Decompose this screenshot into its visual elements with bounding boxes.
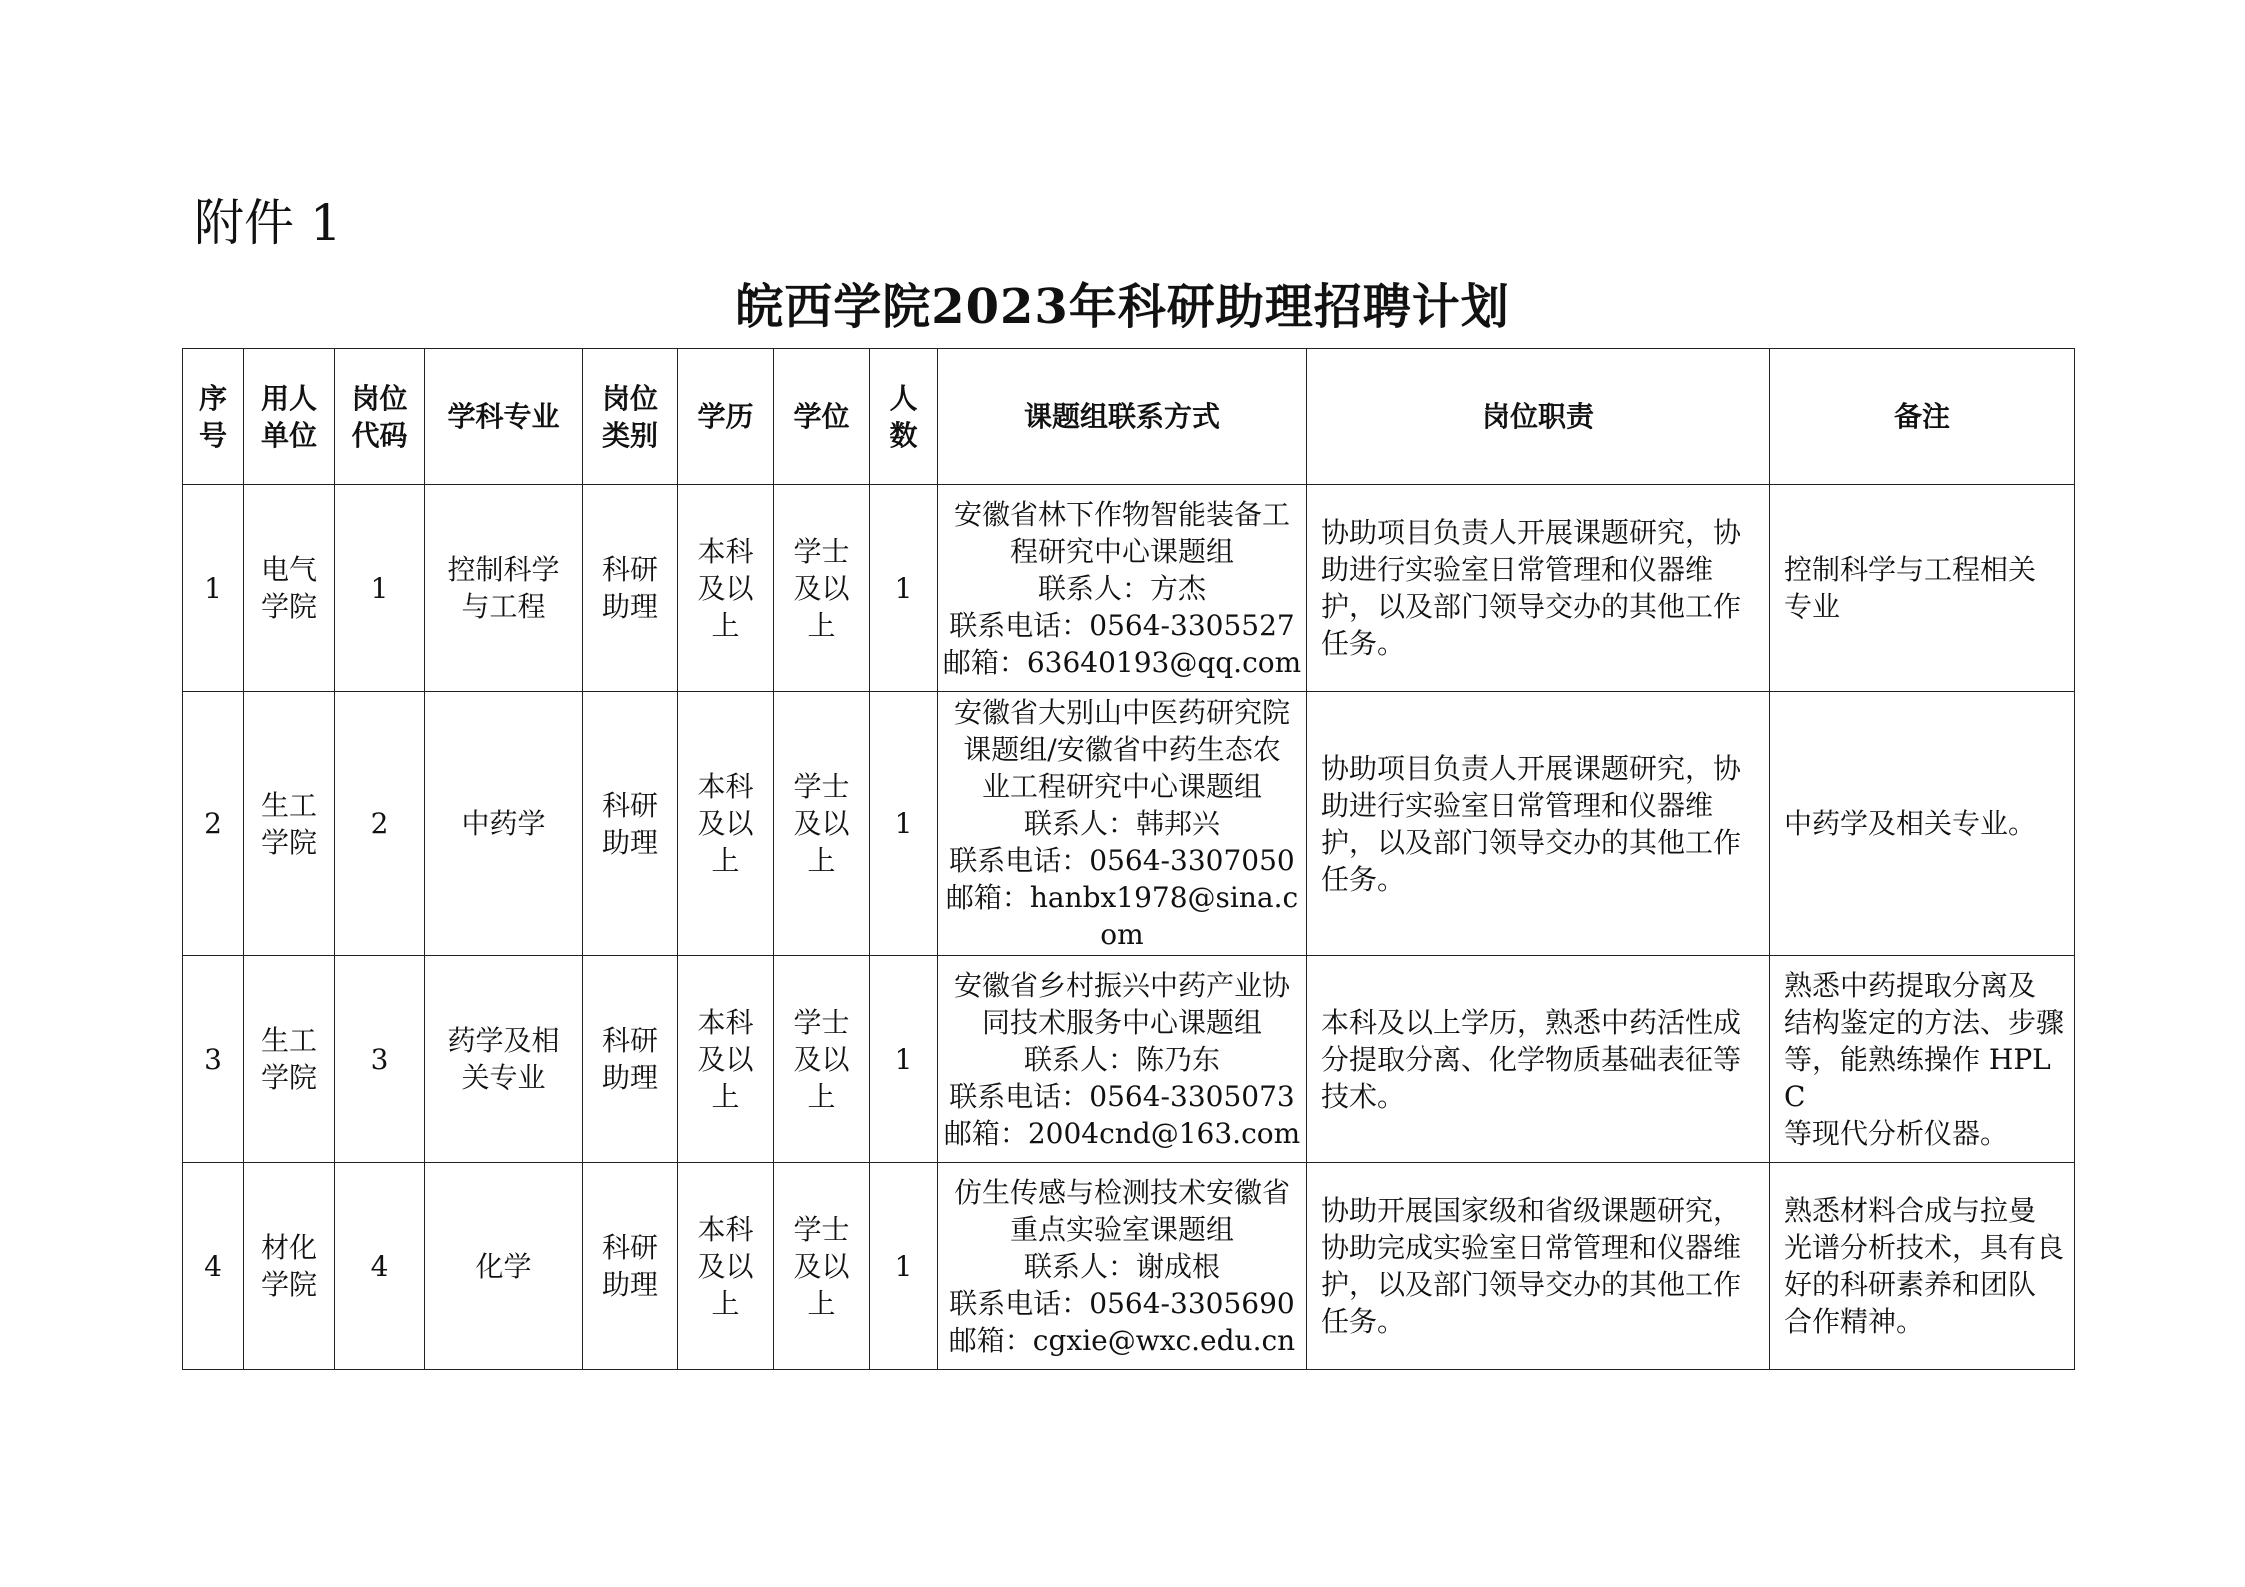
- cell-line: 上: [807, 1079, 836, 1113]
- cell-line: 等，能熟练操作 HPLC: [1784, 1042, 2051, 1113]
- table-row: [183, 956, 2075, 1163]
- header-remarks: 备注: [1770, 349, 2075, 485]
- cell-seq: 1: [183, 485, 244, 692]
- cell-education: [678, 692, 774, 956]
- cell-line: 上: [807, 1286, 836, 1320]
- cell-line: 及以: [697, 1249, 754, 1283]
- cell-degree: [774, 1163, 870, 1370]
- cell-post-type: [583, 692, 678, 956]
- cell-line: 程研究中心课题组: [1009, 534, 1234, 568]
- cell-line: 科研: [601, 553, 658, 586]
- cell-unit: [244, 956, 335, 1163]
- cell-line: 协助开展国家级和省级课题研究，: [1321, 1194, 1742, 1227]
- cell-line: 邮箱：63640193@qq.com: [942, 645, 1302, 679]
- cell-line: 同技术服务中心课题组: [981, 1005, 1262, 1039]
- cell-major: [425, 692, 583, 956]
- cell-line: 及以: [793, 571, 850, 605]
- cell-line: 学士: [793, 770, 850, 803]
- cell-line: 学院: [260, 590, 317, 623]
- cell-duties: [1307, 956, 1770, 1163]
- cell-line: 合作精神。: [1784, 1305, 1925, 1338]
- header-duties: 岗位职责: [1307, 349, 1770, 485]
- cell-contact: [938, 485, 1307, 692]
- cell-line: 本科: [697, 1005, 754, 1039]
- cell-line: 技术。: [1321, 1079, 1406, 1113]
- cell-line: 及以: [793, 807, 850, 840]
- cell-line: 任务。: [1321, 627, 1406, 660]
- cell-post-type: [583, 1163, 678, 1370]
- cell-unit: [244, 1163, 335, 1370]
- cell-line: 序: [198, 381, 227, 415]
- cell-line: 生工: [260, 788, 317, 822]
- cell-line: 药学及相: [447, 1024, 560, 1057]
- cell-line: 光谱分析技术，具有良: [1784, 1231, 2065, 1264]
- cell-line: 助理: [601, 590, 658, 623]
- cell-line: 中药学: [461, 807, 546, 840]
- cell-degree: [774, 692, 870, 956]
- header-post-type: [583, 349, 678, 485]
- cell-remarks: [1770, 485, 2075, 692]
- cell-line: 学士: [793, 1005, 850, 1039]
- cell-major: [425, 485, 583, 692]
- cell-line: 熟悉中药提取分离及: [1784, 968, 2037, 1002]
- cell-line: 数: [889, 418, 918, 452]
- cell-line: 分提取分离、化学物质基础表征等: [1321, 1042, 1742, 1076]
- cell-line: 联系电话：0564-3305527: [949, 608, 1295, 642]
- cell-degree: [774, 485, 870, 692]
- cell-line: 及以: [793, 1249, 850, 1283]
- cell-post-code: 2: [335, 692, 425, 956]
- cell-line: 联系人：韩邦兴: [1023, 807, 1220, 840]
- cell-line: 代码: [351, 418, 408, 452]
- cell-line: 护，以及部门领导交办的其他工作: [1321, 825, 1742, 859]
- cell-line: 安徽省林下作物智能装备工: [953, 497, 1290, 531]
- document-title: 皖西学院2023年科研助理招聘计划: [735, 279, 1510, 335]
- cell-line: 任务。: [1321, 862, 1406, 896]
- cell-line: 上: [807, 608, 836, 642]
- recruitment-plan-table: [182, 348, 2075, 1370]
- cell-line: 协助项目负责人开展课题研究，协: [1321, 516, 1742, 549]
- cell-post-type: [583, 485, 678, 692]
- cell-line: 学士: [793, 534, 850, 568]
- cell-line: 岗位: [601, 381, 658, 415]
- cell-line: 联系人：谢成根: [1023, 1249, 1220, 1283]
- cell-line: 单位: [260, 418, 317, 452]
- cell-line: 结构鉴定的方法、步骤: [1784, 1005, 2065, 1039]
- cell-line: 邮箱：hanbx1978@sina.com: [945, 881, 1299, 951]
- header-seq: [183, 349, 244, 485]
- cell-line: 及以: [697, 1042, 754, 1076]
- cell-line: 联系电话：0564-3307050: [949, 844, 1295, 877]
- cell-count: 1: [870, 956, 938, 1163]
- cell-line: 上: [711, 1079, 740, 1113]
- cell-education: [678, 1163, 774, 1370]
- cell-line: 本科及以上学历，熟悉中药活性成: [1321, 1005, 1742, 1039]
- cell-line: 学院: [260, 1268, 317, 1301]
- cell-line: 任务。: [1321, 1305, 1406, 1338]
- cell-line: 重点实验室课题组: [1009, 1212, 1234, 1246]
- cell-line: 人: [889, 381, 918, 415]
- cell-line: 好的科研素养和团队: [1784, 1268, 2037, 1301]
- cell-line: 及以: [697, 807, 754, 840]
- cell-duties: [1307, 485, 1770, 692]
- cell-line: 电气: [260, 553, 317, 586]
- cell-post-code: 1: [335, 485, 425, 692]
- cell-post-code: 4: [335, 1163, 425, 1370]
- cell-line: 及以: [793, 1042, 850, 1076]
- table-header-row: [183, 349, 2075, 485]
- cell-line: 学士: [793, 1212, 850, 1246]
- cell-remarks: [1770, 1163, 2075, 1370]
- cell-education: [678, 956, 774, 1163]
- cell-post-code: 3: [335, 956, 425, 1163]
- cell-line: 助理: [601, 825, 658, 859]
- cell-duties: [1307, 1163, 1770, 1370]
- cell-remarks: [1770, 692, 2075, 956]
- table-row: [183, 692, 2075, 956]
- cell-line: 材化: [260, 1231, 317, 1264]
- cell-seq: 4: [183, 1163, 244, 1370]
- cell-major: [425, 1163, 583, 1370]
- cell-line: 课题组/安徽省中药生态农: [963, 733, 1281, 766]
- cell-line: 控制科学: [447, 553, 560, 586]
- cell-line: 号: [198, 418, 227, 452]
- cell-line: 邮箱：2004cnd@163.com: [943, 1116, 1301, 1150]
- cell-line: 联系电话：0564-3305073: [949, 1079, 1295, 1113]
- cell-line: 助进行实验室日常管理和仪器维: [1321, 553, 1714, 586]
- header-unit: [244, 349, 335, 485]
- cell-line: 上: [711, 1286, 740, 1320]
- cell-line: 及以: [697, 571, 754, 605]
- cell-line: 上: [807, 844, 836, 877]
- header-major: 学科专业: [425, 349, 583, 485]
- cell-line: 科研: [601, 1024, 658, 1057]
- cell-degree: [774, 956, 870, 1163]
- cell-line: 助理: [601, 1061, 658, 1094]
- cell-line: 等现代分析仪器。: [1784, 1116, 2009, 1150]
- cell-line: 邮箱：cgxie@wxc.edu.cn: [948, 1323, 1296, 1357]
- cell-line: 关专业: [461, 1061, 546, 1094]
- cell-education: [678, 485, 774, 692]
- cell-line: 仿生传感与检测技术安徽省: [953, 1175, 1290, 1209]
- table-row: [183, 485, 2075, 692]
- cell-line: 中药学及相关专业。: [1784, 807, 2037, 840]
- cell-line: 与工程: [461, 590, 546, 623]
- cell-line: 本科: [697, 770, 754, 803]
- cell-line: 科研: [601, 788, 658, 822]
- cell-line: 岗位: [351, 381, 408, 415]
- cell-line: 专业: [1784, 590, 1841, 623]
- cell-major: [425, 956, 583, 1163]
- cell-line: 联系人：陈乃东: [1023, 1042, 1220, 1076]
- cell-line: 科研: [601, 1231, 658, 1264]
- cell-line: 助进行实验室日常管理和仪器维: [1321, 788, 1714, 822]
- cell-line: 学院: [260, 825, 317, 859]
- header-count: [870, 349, 938, 485]
- cell-remarks: [1770, 956, 2075, 1163]
- cell-seq: 3: [183, 956, 244, 1163]
- cell-line: 护，以及部门领导交办的其他工作: [1321, 590, 1742, 623]
- cell-line: 业工程研究中心课题组: [981, 770, 1262, 803]
- cell-count: 1: [870, 692, 938, 956]
- header-post-code: [335, 349, 425, 485]
- cell-line: 联系人：方杰: [1037, 571, 1206, 605]
- cell-line: 协助项目负责人开展课题研究，协: [1321, 751, 1742, 785]
- cell-count: 1: [870, 485, 938, 692]
- cell-line: 本科: [697, 1212, 754, 1246]
- cell-count: 1: [870, 1163, 938, 1370]
- cell-line: 安徽省乡村振兴中药产业协: [953, 968, 1290, 1002]
- cell-line: 上: [711, 844, 740, 877]
- attachment-label: 附件 1: [194, 194, 342, 252]
- cell-line: 联系电话：0564-3305690: [949, 1286, 1295, 1320]
- cell-line: 助理: [601, 1268, 658, 1301]
- cell-line: 类别: [601, 418, 658, 452]
- header-degree: 学位: [774, 349, 870, 485]
- cell-post-type: [583, 956, 678, 1163]
- cell-duties: [1307, 692, 1770, 956]
- cell-line: 学院: [260, 1061, 317, 1094]
- cell-line: 上: [711, 608, 740, 642]
- cell-line: 本科: [697, 534, 754, 568]
- cell-line: 护，以及部门领导交办的其他工作: [1321, 1268, 1742, 1301]
- cell-seq: 2: [183, 692, 244, 956]
- cell-unit: [244, 485, 335, 692]
- cell-line: 生工: [260, 1024, 317, 1057]
- header-contact: 课题组联系方式: [938, 349, 1307, 485]
- cell-line: 熟悉材料合成与拉曼: [1784, 1194, 2037, 1227]
- cell-line: 协助完成实验室日常管理和仪器维: [1321, 1231, 1742, 1264]
- cell-unit: [244, 692, 335, 956]
- cell-contact: [938, 692, 1307, 956]
- cell-line: 化学: [475, 1249, 532, 1283]
- cell-contact: [938, 956, 1307, 1163]
- cell-line: 控制科学与工程相关: [1784, 553, 2037, 586]
- table-row: [183, 1163, 2075, 1370]
- cell-line: 安徽省大别山中医药研究院: [953, 696, 1290, 729]
- header-education: 学历: [678, 349, 774, 485]
- cell-contact: [938, 1163, 1307, 1370]
- cell-line: 用人: [260, 381, 317, 415]
